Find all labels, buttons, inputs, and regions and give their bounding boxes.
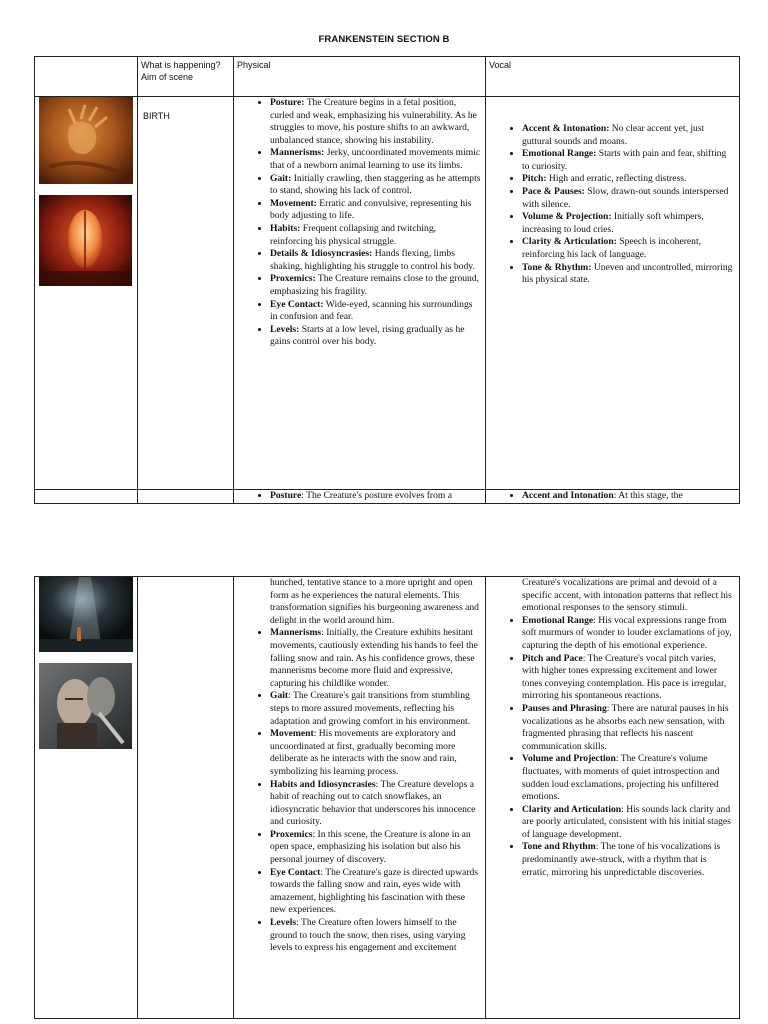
birth-vocal-term: Tone & Rhythm: [522, 261, 592, 273]
birth-physical-item [270, 324, 481, 349]
snow-physical-text: : In this scene, the Creature is alone in an open space, emphasizing his isolation but also his personal journey of discovery. [270, 828, 471, 866]
header-row [35, 57, 740, 97]
document-title: FRANKENSTEIN SECTION B [318, 34, 450, 45]
birth-physical-item [270, 223, 481, 248]
snow-aim-cell [138, 577, 234, 1019]
birth-vocal-item [522, 123, 735, 148]
snow-vocal-continued: Creature's vocalizations are primal and devoid of a specific accent, with intonation patterns that reflect his emotional responses to the sensory stimuli. [522, 577, 732, 614]
snow-vocal-cell [486, 577, 740, 1019]
creature-close-up-image [39, 663, 137, 749]
birth-physical-term: Proxemics: [270, 273, 316, 285]
scene-table-page-2 [34, 576, 740, 1019]
birth-physical-text: Wide-eyed, scanning his surroundings in confusion and fear. [270, 298, 473, 323]
snow-vocal-term: Volume and Projection [522, 753, 616, 765]
birth-physical-item [270, 299, 481, 324]
birth-physical-text: Frequent collapsing and twitching, reinforcing his physical struggle. [270, 222, 437, 247]
snow-vocal-term: Emotional Range [522, 614, 594, 626]
snow-vocal-item [522, 615, 735, 653]
birth-vocal-term: Volume & Projection: [522, 211, 612, 223]
snow-physical-text: : The Creature's gait transitions from stumbling steps to more assured movements, reflecting his adaptation and growing comfort in his environment. [270, 690, 471, 727]
snow-vocal-item [522, 804, 735, 842]
snow-physical-term: Levels [270, 917, 297, 929]
snow-start-aim-cell [138, 490, 234, 504]
snow-vocal-text: : His vocal expressions range from soft murmurs of wonder to louder exclamations of joy, capturing the depth of his emotional experience. [522, 614, 732, 651]
snow-vocal-text: : There are natural pauses in his vocalizations as he absorbs each new sensation, with fragmented phrasing that reflects his nascent communication skills. [522, 702, 729, 752]
birth-physical-term: Eye Contact: [270, 298, 324, 310]
birth-physical-term: Posture: [270, 97, 305, 108]
snow-physical-term: Eye Contact [270, 866, 321, 878]
snow-physical-start-list [234, 490, 485, 503]
birth-vocal-term: Emotional Range: [522, 148, 597, 160]
snow-physical-item [270, 627, 481, 690]
birth-physical-term: Details & Idiosyncrasies: [270, 248, 373, 260]
snow-physical-start-item: • Posture: The Creature's posture evolves from a [270, 490, 481, 503]
birth-vocal-term: Accent & Intonation: [522, 123, 610, 134]
birth-physical-text: Hands flexing, limbs shaking, highlighting his struggle to control his body. [270, 248, 475, 272]
birth-vocal-item [522, 148, 735, 173]
snow-vocal-text: : His sounds lack clarity and are poorly articulated, consistent with his initial stages of language development. [522, 803, 731, 840]
birth-physical-item [270, 173, 481, 198]
snow-vocal-term: Tone and Rhythm [522, 841, 596, 853]
birth-vocal-term: Pace & Pauses: [522, 185, 585, 197]
header-vocal-label: Vocal [489, 60, 512, 70]
creature-egg-image [39, 195, 137, 286]
birth-physical-text: Initially crawling, then staggering as he attempts to stand, showing his lack of control. [270, 172, 481, 197]
snow-physical-term: Proxemics [270, 828, 313, 840]
snow-physical-item [270, 829, 481, 867]
snow-vocal-start-item: • Accent and Intonation: At this stage, the [522, 490, 735, 503]
birth-images-cell [35, 97, 138, 490]
birth-vocal-list [486, 123, 739, 287]
birth-physical-item [270, 248, 481, 273]
snow-start-vocal-cell [486, 490, 740, 504]
birth-physical-text: The Creature remains close to the ground, emphasizing his fragility. [270, 273, 480, 297]
header-cell-aim [138, 57, 234, 97]
snow-row [35, 577, 740, 1019]
creature-hand-image [39, 97, 137, 184]
birth-vocal-term: Pitch: [522, 173, 547, 185]
birth-physical-term: Levels: [270, 323, 300, 335]
header-aim-label: What is happening? Aim of scene [141, 60, 221, 82]
snow-vocal-start-list [486, 490, 739, 503]
snow-physical-text: : Initially, the Creature exhibits hesitant movements, cautiously extending his hands to feel the falling snow and rain. As his confidence grows, these mannerisms become more fluid and expressive, capturing his childlike wonder. [270, 627, 478, 689]
birth-physical-text: The Creature begins in a fetal position, curled and weak, emphasizing his vulnerability. As he struggles to move, his posture shifts to an awkward, unbalanced stance, showing his instability. [270, 97, 477, 146]
snow-physical-term: Habits and Idiosyncrasies [270, 778, 376, 790]
birth-vocal-text: Starts with pain and fear, shifting to curiosity. [522, 148, 727, 172]
snow-physical-continued: hunched, tentative stance to a more upright and open form as he experiences the natural elements. This transformation signifies his burgeoning awareness and delight in the world around him. [270, 577, 479, 626]
birth-physical-term: Movement: [270, 197, 317, 209]
stage-spotlight-image [39, 577, 137, 652]
birth-physical-cell [234, 97, 486, 490]
snow-vocal-item [522, 841, 735, 879]
snow-physical-cell [234, 577, 486, 1019]
birth-vocal-item [522, 186, 735, 211]
snow-vocal-item [522, 653, 735, 703]
snow-start-physical-cell [234, 490, 486, 504]
snow-physical-item [270, 917, 481, 955]
snow-vocal-text: : The Creature's volume fluctuates, with moments of quiet introspection and sudden loud exclamations, projecting his unfiltered emotions. [522, 753, 720, 803]
birth-physical-item [270, 147, 481, 172]
snow-vocal-item [522, 753, 735, 803]
birth-physical-text: Erratic and convulsive, representing his body adjusting to life. [270, 197, 472, 222]
birth-vocal-text: Initially soft whimpers, increasing to loud cries. [522, 211, 704, 235]
birth-vocal-item [522, 236, 735, 261]
snow-vocal-text: : The Creature's vocal pitch varies, with higher tones expressing excitement and lower tones conveying contemplation. His pace is irregular, mirroring his spontaneous reactions. [522, 652, 727, 702]
header-physical-label: Physical [237, 60, 271, 70]
birth-vocal-text: No clear accent yet, just guttural sounds and moans. [522, 123, 705, 147]
birth-vocal-item [522, 173, 735, 186]
snow-vocal-text: : The tone of his vocalizations is predominantly awe-struck, with a rhythm that is erratic, mirroring his unpredictable discoveries. [522, 841, 721, 878]
snow-physical-item [270, 690, 481, 728]
scene-table-page-1 [34, 56, 740, 504]
snow-images-cell [35, 577, 138, 1019]
snow-physical-text: : The Creature often lowers himself to the ground to touch the snow, then rises, using varying levels to express his engagement and excitement [270, 917, 466, 954]
birth-vocal-text: Uneven and uncontrolled, mirroring his physical state. [522, 261, 733, 286]
birth-vocal-text: High and erratic, reflecting distress. [546, 173, 687, 185]
snow-physical-text: : His movements are exploratory and uncoordinated at first, gradually becoming more deliberate as he interacts with the snow and rain, symbolizing his learning process. [270, 728, 457, 777]
birth-physical-list [234, 97, 485, 349]
header-cell-physical [234, 57, 486, 97]
birth-physical-item [270, 273, 481, 298]
birth-physical-text: Jerky, uncoordinated movements mimic that of a newborn animal learning to use its limbs. [270, 147, 481, 171]
birth-physical-term: Habits: [270, 222, 301, 234]
snow-start-images-cell [35, 490, 138, 504]
birth-row [35, 97, 740, 490]
snow-vocal-term: Pauses and Phrasing [522, 702, 607, 714]
birth-vocal-text: Speech is incoherent, reinforcing his lack of language. [522, 236, 702, 260]
birth-physical-item [270, 97, 481, 147]
birth-physical-term: Gait: [270, 172, 292, 184]
snow-physical-text: : The Creature's gaze is directed upwards towards the falling snow and rain, eyes wide with amazement, highlighting his fascination with these new experiences. [270, 866, 479, 916]
scene-label-birth: BIRTH [143, 111, 170, 121]
snow-physical-item [270, 728, 481, 778]
birth-vocal-item [522, 262, 735, 287]
snow-vocal-term: Clarity and Articulation [522, 803, 622, 815]
birth-physical-term: Mannerisms: [270, 147, 325, 159]
birth-vocal-item [522, 211, 735, 236]
header-cell-vocal [486, 57, 740, 97]
snow-physical-term: Gait [270, 690, 289, 702]
snow-physical-list [234, 627, 485, 954]
snow-vocal-list [486, 615, 739, 879]
snow-physical-item [270, 867, 481, 917]
header-cell-images [35, 57, 138, 97]
birth-physical-text: Starts at a low level, rising gradually as he gains control over his body. [270, 323, 465, 348]
birth-vocal-cell [486, 97, 740, 490]
birth-vocal-term: Clarity & Articulation: [522, 236, 617, 248]
snow-vocal-term: Pitch and Pace [522, 652, 583, 664]
snow-physical-item [270, 779, 481, 829]
birth-aim-cell [138, 97, 234, 490]
snow-physical-text: : The Creature develops a habit of reaching out to catch snowflakes, an idiosyncratic behavior that underscores his innocence and curiosity. [270, 778, 476, 828]
snow-physical-term: Mannerisms [270, 627, 322, 639]
snow-physical-term: Movement [270, 728, 314, 740]
snow-row-start [35, 490, 740, 504]
snow-vocal-item [522, 703, 735, 753]
birth-vocal-text: Slow, drawn-out sounds interspersed with silence. [522, 185, 729, 210]
birth-physical-item [270, 198, 481, 223]
